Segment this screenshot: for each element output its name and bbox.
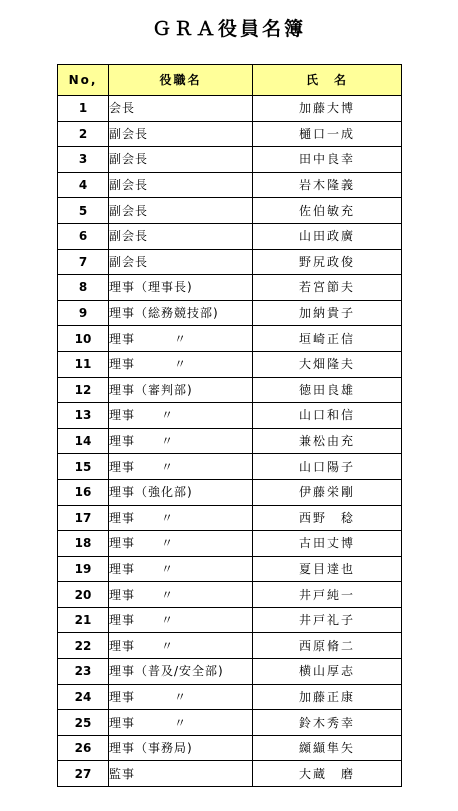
table-row bbox=[58, 326, 402, 352]
row-number: 11 bbox=[58, 351, 109, 377]
row-number: 23 bbox=[58, 659, 109, 685]
row-number: 3 bbox=[58, 147, 109, 173]
table-row bbox=[58, 403, 402, 429]
row-role: 副会長 bbox=[109, 249, 253, 275]
row-number: 18 bbox=[58, 531, 109, 557]
row-number: 26 bbox=[58, 735, 109, 761]
row-role: 理事 〃 bbox=[109, 556, 253, 582]
row-number: 19 bbox=[58, 556, 109, 582]
row-name: 西野 稔 bbox=[253, 505, 402, 531]
table-row bbox=[58, 351, 402, 377]
row-name: 加藤正康 bbox=[253, 684, 402, 710]
header-role: 役職名 bbox=[109, 65, 253, 96]
row-name: 大畑隆夫 bbox=[253, 351, 402, 377]
row-number: 21 bbox=[58, 607, 109, 633]
row-role: 副会長 bbox=[109, 172, 253, 198]
row-role: 監事 bbox=[109, 761, 253, 787]
page-title: ＧＲＡ役員名簿 bbox=[151, 18, 306, 40]
table-row bbox=[58, 710, 402, 736]
row-role: 理事 〃 bbox=[109, 684, 253, 710]
table-row bbox=[58, 735, 402, 761]
row-name: 井戸礼子 bbox=[253, 607, 402, 633]
row-role: 理事 〃 bbox=[109, 710, 253, 736]
row-number: 25 bbox=[58, 710, 109, 736]
row-number: 4 bbox=[58, 172, 109, 198]
row-role: 副会長 bbox=[109, 147, 253, 173]
row-name: 伊藤栄剛 bbox=[253, 479, 402, 505]
row-number: 8 bbox=[58, 275, 109, 301]
row-name: 纐纈隼矢 bbox=[253, 735, 402, 761]
table-row bbox=[58, 275, 402, 301]
header-name: 氏 名 bbox=[253, 65, 402, 96]
table-row bbox=[58, 249, 402, 275]
row-name: 山田政廣 bbox=[253, 223, 402, 249]
row-name: 若宮節夫 bbox=[253, 275, 402, 301]
row-role: 理事 〃 bbox=[109, 403, 253, 429]
row-role: 理事（審判部) bbox=[109, 377, 253, 403]
row-number: 5 bbox=[58, 198, 109, 224]
row-name: 加納貴子 bbox=[253, 300, 402, 326]
row-number: 1 bbox=[58, 96, 109, 122]
row-role: 理事（普及/安全部) bbox=[109, 659, 253, 685]
row-number: 22 bbox=[58, 633, 109, 659]
row-name: 佐伯敏充 bbox=[253, 198, 402, 224]
table-row bbox=[58, 223, 402, 249]
row-name: 山口陽子 bbox=[253, 454, 402, 480]
row-name: 樋口一成 bbox=[253, 121, 402, 147]
row-role: 理事 〃 bbox=[109, 326, 253, 352]
row-name: 井戸純一 bbox=[253, 582, 402, 608]
table-row bbox=[58, 479, 402, 505]
table-row bbox=[58, 454, 402, 480]
row-name: 徳田良雄 bbox=[253, 377, 402, 403]
row-number: 9 bbox=[58, 300, 109, 326]
row-name: 横山厚志 bbox=[253, 659, 402, 685]
table-row bbox=[58, 198, 402, 224]
row-number: 14 bbox=[58, 428, 109, 454]
row-number: 17 bbox=[58, 505, 109, 531]
row-role: 副会長 bbox=[109, 223, 253, 249]
row-number: 2 bbox=[58, 121, 109, 147]
row-role: 理事 〃 bbox=[109, 454, 253, 480]
table-row bbox=[58, 300, 402, 326]
table-body bbox=[58, 96, 402, 787]
row-name: 山口和信 bbox=[253, 403, 402, 429]
row-role: 理事 〃 bbox=[109, 531, 253, 557]
table-row bbox=[58, 607, 402, 633]
row-role: 会長 bbox=[109, 96, 253, 122]
row-role: 副会長 bbox=[109, 121, 253, 147]
row-name: 夏目達也 bbox=[253, 556, 402, 582]
table-row bbox=[58, 121, 402, 147]
row-name: 田中良幸 bbox=[253, 147, 402, 173]
row-role: 理事（事務局) bbox=[109, 735, 253, 761]
row-role: 理事 〃 bbox=[109, 607, 253, 633]
row-role: 理事 〃 bbox=[109, 351, 253, 377]
table-row bbox=[58, 172, 402, 198]
row-name: 兼松由充 bbox=[253, 428, 402, 454]
row-number: 15 bbox=[58, 454, 109, 480]
table-row bbox=[58, 556, 402, 582]
row-number: 12 bbox=[58, 377, 109, 403]
table-row bbox=[58, 377, 402, 403]
row-name: 鈴木秀幸 bbox=[253, 710, 402, 736]
row-name: 西原脩二 bbox=[253, 633, 402, 659]
row-name: 古田丈博 bbox=[253, 531, 402, 557]
row-name: 大蔵 磨 bbox=[253, 761, 402, 787]
table-row bbox=[58, 761, 402, 787]
table-row bbox=[58, 684, 402, 710]
header-no: No, bbox=[58, 65, 109, 96]
row-number: 6 bbox=[58, 223, 109, 249]
table-row bbox=[58, 659, 402, 685]
row-number: 10 bbox=[58, 326, 109, 352]
row-role: 理事 〃 bbox=[109, 582, 253, 608]
table-row bbox=[58, 505, 402, 531]
row-role: 理事（理事長) bbox=[109, 275, 253, 301]
row-name: 垣崎正信 bbox=[253, 326, 402, 352]
row-name: 加藤大博 bbox=[253, 96, 402, 122]
table-row bbox=[58, 428, 402, 454]
row-role: 理事 〃 bbox=[109, 633, 253, 659]
table-row bbox=[58, 633, 402, 659]
table-header-row bbox=[58, 65, 402, 96]
row-name: 野尻政俊 bbox=[253, 249, 402, 275]
officer-roster-table bbox=[57, 64, 402, 787]
row-number: 7 bbox=[58, 249, 109, 275]
table-row bbox=[58, 582, 402, 608]
table-row bbox=[58, 531, 402, 557]
row-role: 副会長 bbox=[109, 198, 253, 224]
table-row bbox=[58, 147, 402, 173]
row-role: 理事（総務競技部) bbox=[109, 300, 253, 326]
row-number: 13 bbox=[58, 403, 109, 429]
table-row bbox=[58, 96, 402, 122]
row-role: 理事（強化部) bbox=[109, 479, 253, 505]
row-number: 16 bbox=[58, 479, 109, 505]
row-role: 理事 〃 bbox=[109, 505, 253, 531]
row-name: 岩木隆義 bbox=[253, 172, 402, 198]
row-role: 理事 〃 bbox=[109, 428, 253, 454]
row-number: 27 bbox=[58, 761, 109, 787]
row-number: 20 bbox=[58, 582, 109, 608]
row-number: 24 bbox=[58, 684, 109, 710]
